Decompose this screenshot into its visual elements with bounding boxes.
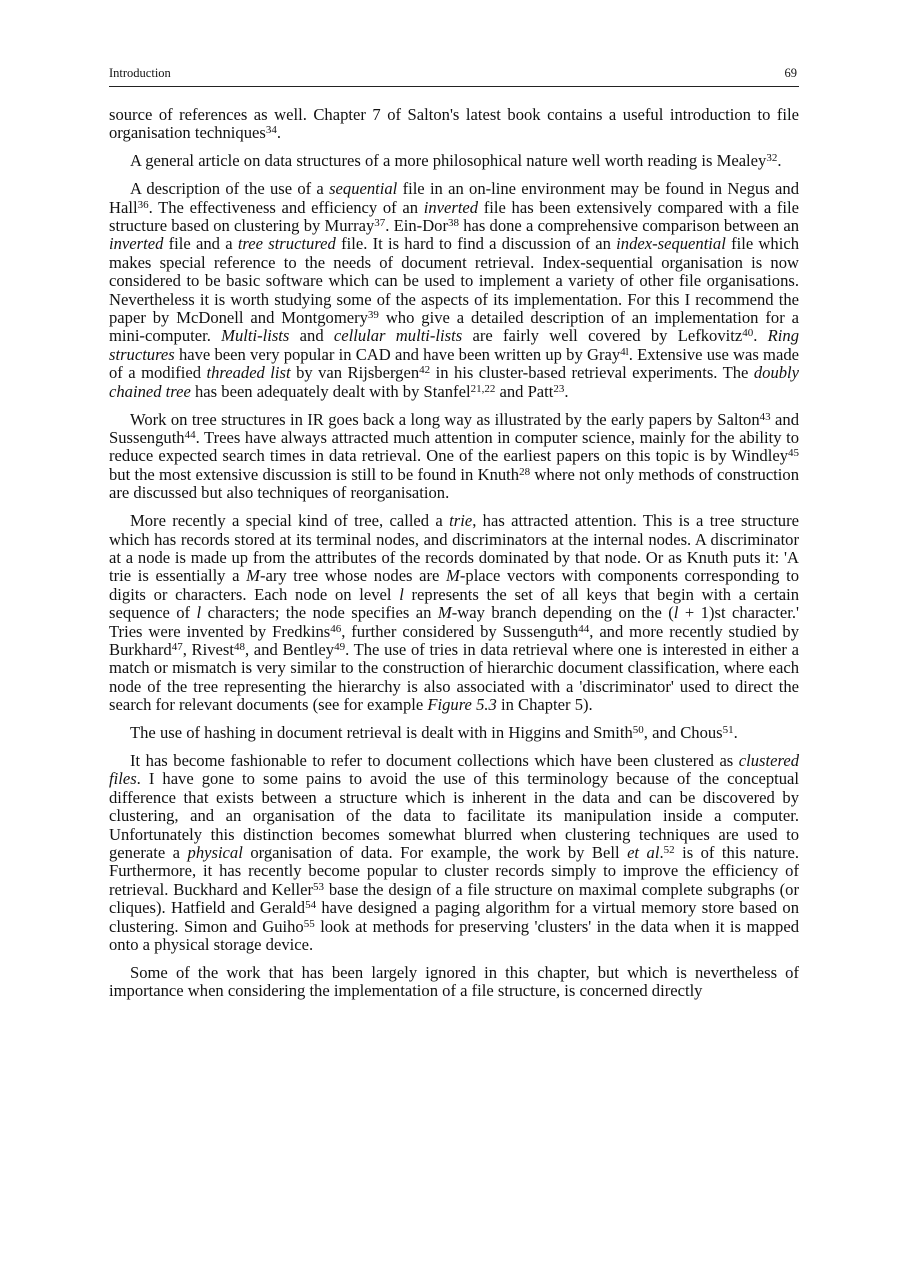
text-run: are fairly well covered by Lefkovitz — [462, 326, 743, 346]
section-title: Introduction — [109, 66, 171, 80]
italic-term: cellular multi-lists — [333, 326, 463, 346]
text-run: . Ein-Dor — [385, 216, 448, 236]
text-run: in his cluster-based retrieval experiments. The — [430, 363, 754, 383]
reference-superscript: 42 — [419, 364, 431, 377]
text-run: look at methods for preserving 'clusters' in the data when it is mapped onto a physical storage device. — [109, 916, 799, 955]
text-run: organisation of data. For example, the work by Bell — [242, 843, 628, 863]
reference-superscript: 48 — [233, 640, 245, 653]
text-run: in Chapter 5). — [496, 695, 593, 715]
text-run: file. It is hard to find a discussion of an — [335, 234, 617, 254]
reference-superscript: 44 — [184, 429, 196, 441]
text-run: A description of the use of a — [130, 179, 330, 199]
reference-superscript: 23 — [553, 382, 565, 395]
reference-superscript: 44 — [578, 622, 590, 635]
text-run: . — [659, 843, 664, 863]
text-run: . — [564, 381, 569, 401]
paragraph — [109, 724, 799, 742]
text-run: -place vectors with components corresponding to digits or characters. Each node on level — [109, 566, 799, 604]
italic-term: et al — [627, 843, 660, 863]
text-run: base the design of a file structure on maximal complete subgraphs (or cliques). Hatfield and Gerald — [109, 879, 799, 918]
reference-superscript: 46 — [330, 622, 342, 635]
reference-superscript: 53 — [312, 880, 324, 893]
italic-term: l — [399, 584, 404, 604]
reference-superscript: 40 — [742, 327, 754, 340]
reference-superscript: 55 — [303, 917, 315, 930]
text-run: has done a comprehensive comparison between an — [459, 216, 799, 236]
text-run: A general article on data structures of a more philosophical nature well worth reading is Mealey — [130, 151, 767, 171]
italic-term: doubly chained tree — [109, 363, 800, 401]
text-run: , and Chous — [643, 723, 723, 743]
text-run: represents the set of all keys that begin with a certain sequence of — [109, 584, 799, 623]
page-number: 69 — [784, 66, 797, 80]
italic-term: inverted — [109, 234, 164, 254]
text-run: . Trees have always attracted much attention in computer science, mainly for the ability to reduce expected search times in data retrieval. One of the earliest papers on this topic is by Windley — [109, 428, 799, 466]
text-run: . — [276, 123, 281, 143]
italic-term: M — [446, 566, 460, 586]
text-run: . I have gone to some pains to avoid the use of this terminology because of the conceptual difference that exists between a structure which is inherent in the data and can be discovered by clustering, and an organisation of the data to facilitate its manipulation inside a computer. Unfortunately this distinction becomes somewhat blurred when clustering techniques are used to generate a — [109, 769, 799, 863]
reference-superscript: 21,22 — [470, 382, 496, 395]
text-run: -way branch depending on the ( — [451, 603, 674, 623]
text-run: where not only methods of construction are discussed but also techniques of reorganisation. — [109, 464, 799, 503]
reference-superscript: 37 — [374, 217, 386, 230]
reference-superscript: 49 — [334, 640, 346, 653]
text-run: + 1)st character.' Tries were invented by Fredkins — [109, 603, 800, 641]
text-run: , further considered by Sussenguth — [341, 621, 579, 641]
italic-term: physical — [187, 843, 243, 863]
text-run: , has attracted attention. This is a tree structure which has records stored at its terminal nodes, and discriminators at the internal nodes. A discriminator at a node is made up from the attributes of the records dominated by that node. Or as Knuth puts it: 'A trie is essentially a — [109, 511, 799, 586]
italic-term: threaded list — [206, 363, 291, 383]
text-run: More recently a special kind of tree, called a — [130, 511, 450, 531]
reference-superscript: 51 — [722, 724, 734, 737]
italic-term: Figure 5.3 — [427, 695, 497, 715]
reference-superscript: 4l — [620, 345, 629, 358]
italic-term: l — [196, 603, 202, 623]
text-run: , Rivest — [182, 639, 234, 659]
italic-term: Ring structures — [109, 326, 800, 364]
paragraph — [109, 964, 799, 1001]
paragraph — [109, 752, 799, 954]
text-run: and Patt — [495, 381, 554, 401]
text-run: file in an on-line environment may be found in Negus and Hall — [109, 179, 799, 217]
reference-superscript: 43 — [759, 410, 771, 423]
body-text — [109, 106, 799, 1010]
reference-superscript: 28 — [519, 465, 531, 478]
paragraph — [109, 411, 799, 503]
reference-superscript: 34 — [265, 124, 277, 137]
text-run: file which makes special reference to the needs of document retrieval. Index-sequential organisation is now considered to be basic software which can be used to implement a variety of other file organisations. Nevertheless it is worth studying some of the aspects of its implementation. For this I recommend the paper by McDonell and Montgomery — [109, 234, 799, 328]
italic-term: l — [673, 603, 679, 623]
reference-superscript: 38 — [448, 217, 459, 230]
italic-term: M — [246, 566, 260, 586]
italic-term: index-sequential — [616, 234, 726, 254]
reference-superscript: 52 — [663, 844, 675, 857]
text-run: and — [289, 326, 334, 346]
text-run: It has become fashionable to refer to document collections which have been clustered as — [130, 751, 739, 770]
text-run: but the most extensive discussion is still to be found in Knuth — [109, 464, 520, 484]
paragraph — [109, 512, 799, 714]
text-run: The use of hashing in document retrieval is dealt with in Higgins and Smith — [130, 723, 633, 743]
text-run: source of references as well. Chapter 7 of Salton's latest book contains a useful introduction to file organisation techniques — [109, 105, 799, 143]
text-run: , and more recently studied by Burkhard — [109, 621, 799, 659]
text-run: . The effectiveness and efficiency of an — [148, 197, 424, 217]
text-run: by van Rijsbergen — [290, 363, 420, 383]
italic-term: tree structured — [237, 234, 336, 254]
running-header — [109, 64, 799, 87]
reference-superscript: 39 — [367, 309, 379, 322]
reference-superscript: 32 — [766, 152, 778, 165]
italic-term: inverted — [423, 197, 479, 217]
text-run: Work on tree structures in IR goes back a long way as illustrated by the early papers by Salton — [130, 409, 760, 429]
italic-term: Multi-lists — [221, 326, 290, 346]
text-run: has been adequately dealt with by Stanfel — [190, 381, 471, 401]
italic-term: sequential — [329, 179, 398, 199]
reference-superscript: 36 — [137, 198, 149, 211]
paragraph — [109, 180, 799, 401]
text-run: is of this nature. Furthermore, it has recently become popular to cluster records simply to improve the efficiency of retrieval. Buckhard and Keller — [109, 843, 800, 899]
reference-superscript: 45 — [788, 447, 799, 460]
text-run: have designed a paging algorithm for a virtual memory store based on clustering. Simon and Guiho — [109, 898, 799, 936]
italic-term: clustered files — [109, 751, 799, 789]
text-run: file has been extensively compared with a file structure based on clustering by Murray — [109, 197, 799, 236]
text-run: who give a detailed description of an implementation for a mini-computer. — [109, 308, 799, 346]
text-run: characters; the node specifies an — [201, 603, 438, 623]
text-run: Some of the work that has been largely ignored in this chapter, but which is nevertheless of importance when considering the implementation of a file structure, is concerned directly — [109, 962, 799, 1001]
text-run: file and a — [163, 234, 238, 254]
text-run: . — [753, 326, 768, 346]
reference-superscript: 47 — [171, 640, 183, 653]
reference-superscript: 50 — [632, 724, 644, 737]
reference-superscript: 54 — [305, 899, 317, 912]
text-run: . Extensive use was made of a modified — [109, 344, 799, 383]
text-run: , and Bentley — [244, 639, 335, 659]
italic-term: trie — [449, 511, 473, 531]
italic-term: M — [437, 603, 452, 623]
text-run: . — [733, 723, 738, 743]
text-run: have been very popular in CAD and have been written up by Gray — [174, 344, 621, 364]
paragraph — [109, 106, 799, 143]
text-run: . — [777, 151, 782, 171]
text-run: and Sussenguth — [109, 409, 800, 447]
text-run: -ary tree whose nodes are — [259, 566, 447, 586]
paragraph — [109, 152, 799, 170]
text-run: . The use of tries in data retrieval where one is interested in either a match or mismatch is very similar to the construction of hierarchic document classification, where each node of the tree representing the hierarchy is also associated with a 'discriminator' used to direct the search for relevant documents (see for example — [109, 639, 799, 715]
